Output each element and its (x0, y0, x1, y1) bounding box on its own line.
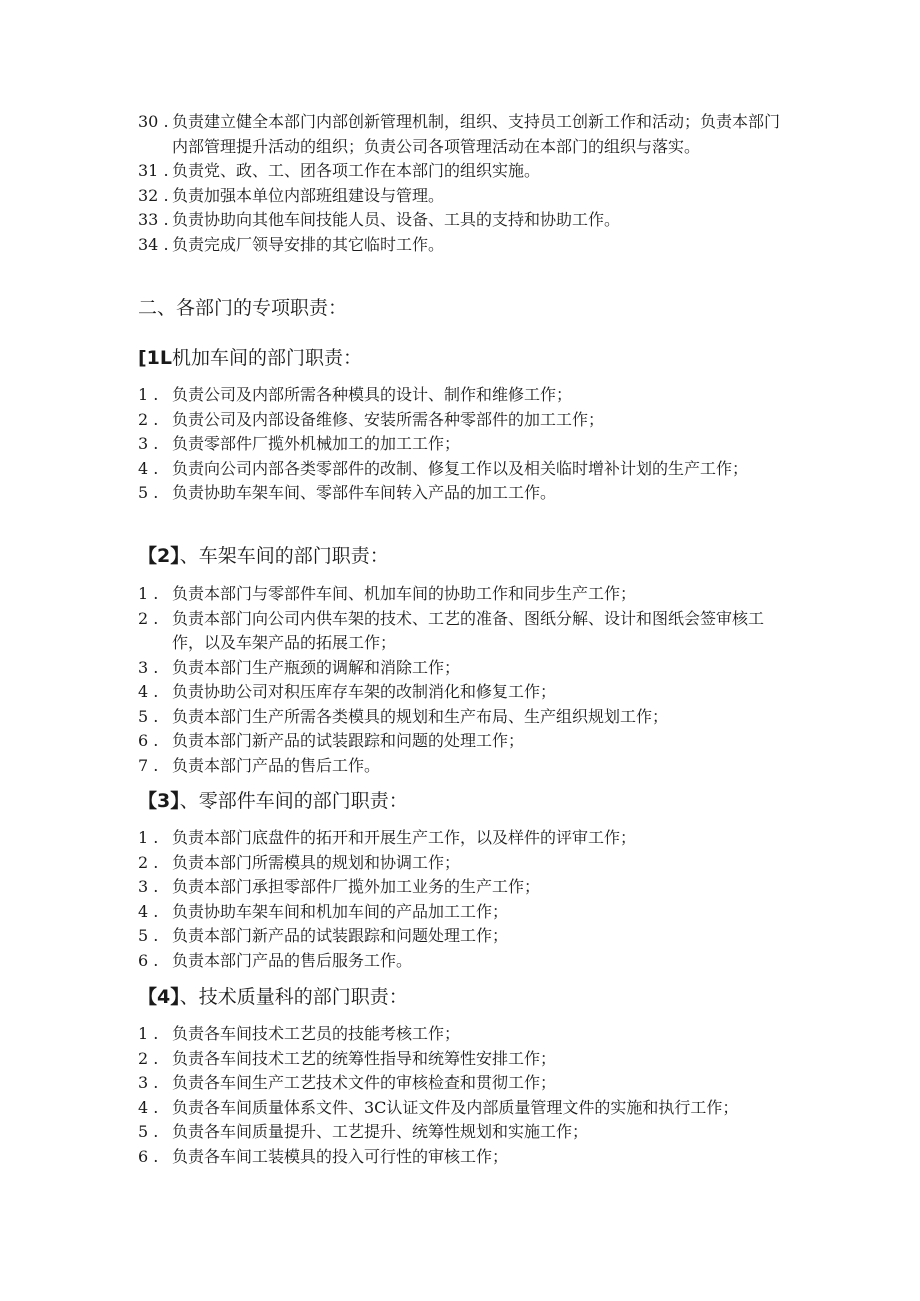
list-item (0, 184, 920, 209)
item-number: 4 . (138, 458, 159, 478)
list-item (0, 705, 920, 730)
item-number: 6 . (138, 1146, 159, 1166)
item-number: 1 . (138, 828, 159, 847)
item-text: 负责本部门向公司内供车架的技术、工艺的准备、图纸分解、设计和图纸会签审核工作，以及车架产品的拓展工作； (172, 608, 765, 652)
section-4-list (0, 1022, 920, 1169)
list-item (0, 1022, 920, 1047)
item-number: 2 . (138, 1048, 159, 1068)
list-item (0, 383, 920, 408)
list-item (0, 826, 920, 851)
item-number: 3 . (138, 877, 159, 896)
item-text: 负责各车间质量体系文件、3C认证文件及内部质量管理文件的实施和执行工作； (172, 1097, 739, 1117)
list-item (0, 457, 920, 482)
item-number: 31 . (138, 161, 169, 180)
item-number: 33 . (138, 210, 169, 229)
item-text: 负责本部门与零部件车间、机加车间的协助工作和同步生产工作； (172, 584, 637, 603)
item-number: 30 . (138, 112, 169, 131)
item-text: 负责各车间技术工艺员的技能考核工作； (172, 1024, 461, 1043)
list-item (0, 754, 920, 779)
list-item (0, 208, 920, 233)
item-number: 5 . (138, 706, 159, 726)
item-number: 2 . (138, 608, 159, 628)
item-text: 负责建立健全本部门内部创新管理机制，组织、支持员工创新工作和活动；负责本部门内部管理提升活动的组织；负责公司各项管理活动在本部门的组织与落实。 (172, 112, 781, 156)
list-item (0, 481, 920, 506)
item-text: 负责协助车架车间、零部件车间转入产品的加工工作。 (172, 483, 557, 502)
item-text: 负责本部门生产所需各类模具的规划和生产布局、生产组织规划工作； (172, 706, 669, 726)
section-heading-2 (138, 543, 389, 569)
item-number: 3 . (138, 1073, 159, 1092)
item-text: 负责本部门所需模具的规划和协调工作； (172, 852, 461, 872)
item-number: 5 . (138, 483, 159, 502)
list-item (0, 582, 920, 607)
item-number: 1 . (138, 1024, 159, 1043)
item-number: 2 . (138, 409, 159, 429)
list-item (0, 900, 920, 925)
item-text: 负责加强本单位内部班组建设与管理。 (172, 185, 445, 205)
list-item (0, 1047, 920, 1072)
item-number: 34 . (138, 234, 169, 254)
section-heading-3 (138, 788, 408, 814)
item-text: 负责零部件厂揽外机械加工的加工工作； (172, 434, 461, 453)
item-number: 1 . (138, 385, 159, 404)
list-item (0, 729, 920, 754)
item-text: 负责各车间生产工艺技术文件的审核检查和贯彻工作； (172, 1073, 557, 1092)
item-number: 3 . (138, 657, 159, 677)
item-number: 5 . (138, 926, 159, 945)
section-number: 【2】 (138, 545, 180, 567)
section-2-list (0, 582, 920, 778)
list-item (0, 110, 920, 159)
item-number: 3 . (138, 434, 159, 453)
item-number: 6 . (138, 731, 159, 750)
list-item (0, 432, 920, 457)
item-text: 负责各车间工装模具的投入可行性的审核工作； (172, 1146, 509, 1166)
item-text: 负责向公司内部各类零部件的改制、修复工作以及相关临时增补计划的生产工作； (172, 458, 749, 478)
item-text: 负责完成厂领导安排的其它临时工作。 (172, 234, 445, 254)
item-number: 4 . (138, 1097, 159, 1117)
item-number: 4 . (138, 901, 159, 921)
item-text: 负责各车间技术工艺的统筹性指导和统筹性安排工作； (172, 1048, 557, 1068)
section-number: [1L (138, 347, 173, 369)
list-item (0, 875, 920, 900)
item-text: 负责协助公司对积压库存车架的改制消化和修复工作； (172, 682, 557, 701)
item-number: 1 . (138, 584, 159, 603)
item-text: 负责协助车架车间和机加车间的产品加工工作； (172, 901, 509, 921)
list-item (0, 607, 920, 656)
item-text: 负责党、政、工、团各项工作在本部门的组织实施。 (172, 161, 541, 180)
item-text: 负责本部门新产品的试装跟踪和问题处理工作； (172, 926, 509, 945)
list-item (0, 1096, 920, 1121)
section-title-text: 机加车间的部门职责： (172, 347, 363, 369)
item-text: 负责公司及内部设备维修、安装所需各种零部件的加工工作； (172, 409, 605, 429)
item-number: 6 . (138, 950, 159, 970)
list-item (0, 851, 920, 876)
item-text: 负责本部门产品的售后工作。 (172, 755, 381, 775)
section-title-text: 、车架车间的部门职责： (179, 545, 389, 567)
section-heading-1 (138, 345, 362, 371)
item-number: 5 . (138, 1122, 159, 1141)
item-number: 2 . (138, 852, 159, 872)
section-title-text: 、技术质量科的部门职责： (179, 986, 408, 1008)
list-item (0, 1120, 920, 1145)
item-text: 负责本部门新产品的试装跟踪和问题的处理工作； (172, 731, 525, 750)
list-item (0, 949, 920, 974)
item-number: 7 . (138, 755, 159, 775)
list-item (0, 924, 920, 949)
section-number: 【4】 (138, 986, 180, 1008)
list-item (0, 159, 920, 184)
list-item (0, 1071, 920, 1096)
item-text: 负责各车间质量提升、工艺提升、统筹性规划和实施工作； (172, 1122, 589, 1141)
item-text: 负责本部门承担零部件厂揽外加工业务的生产工作； (172, 877, 541, 896)
item-text: 负责本部门产品的售后服务工作。 (172, 950, 413, 970)
item-number: 4 . (138, 682, 159, 701)
section-1-list (0, 383, 920, 506)
item-number: 32 . (138, 185, 169, 205)
section-number: 【3】 (138, 790, 180, 812)
section-title-text: 、零部件车间的部门职责： (179, 790, 408, 812)
list-item (0, 1145, 920, 1170)
list-item (0, 656, 920, 681)
item-text: 负责协助向其他车间技能人员、设备、工具的支持和协助工作。 (172, 210, 621, 229)
item-text: 负责公司及内部所需各种模具的设计、制作和维修工作； (172, 385, 573, 404)
list-item (0, 680, 920, 705)
list-item (0, 408, 920, 433)
item-text: 负责本部门生产瓶颈的调解和消除工作； (172, 657, 461, 677)
intro-list (0, 110, 920, 257)
list-item (0, 233, 920, 258)
section-3-list (0, 826, 920, 973)
section-title: 二、各部门的专项职责： (138, 297, 348, 319)
section-heading-4 (138, 984, 408, 1010)
item-text: 负责本部门底盘件的拓开和开展生产工作，以及样件的评审工作； (172, 828, 637, 847)
